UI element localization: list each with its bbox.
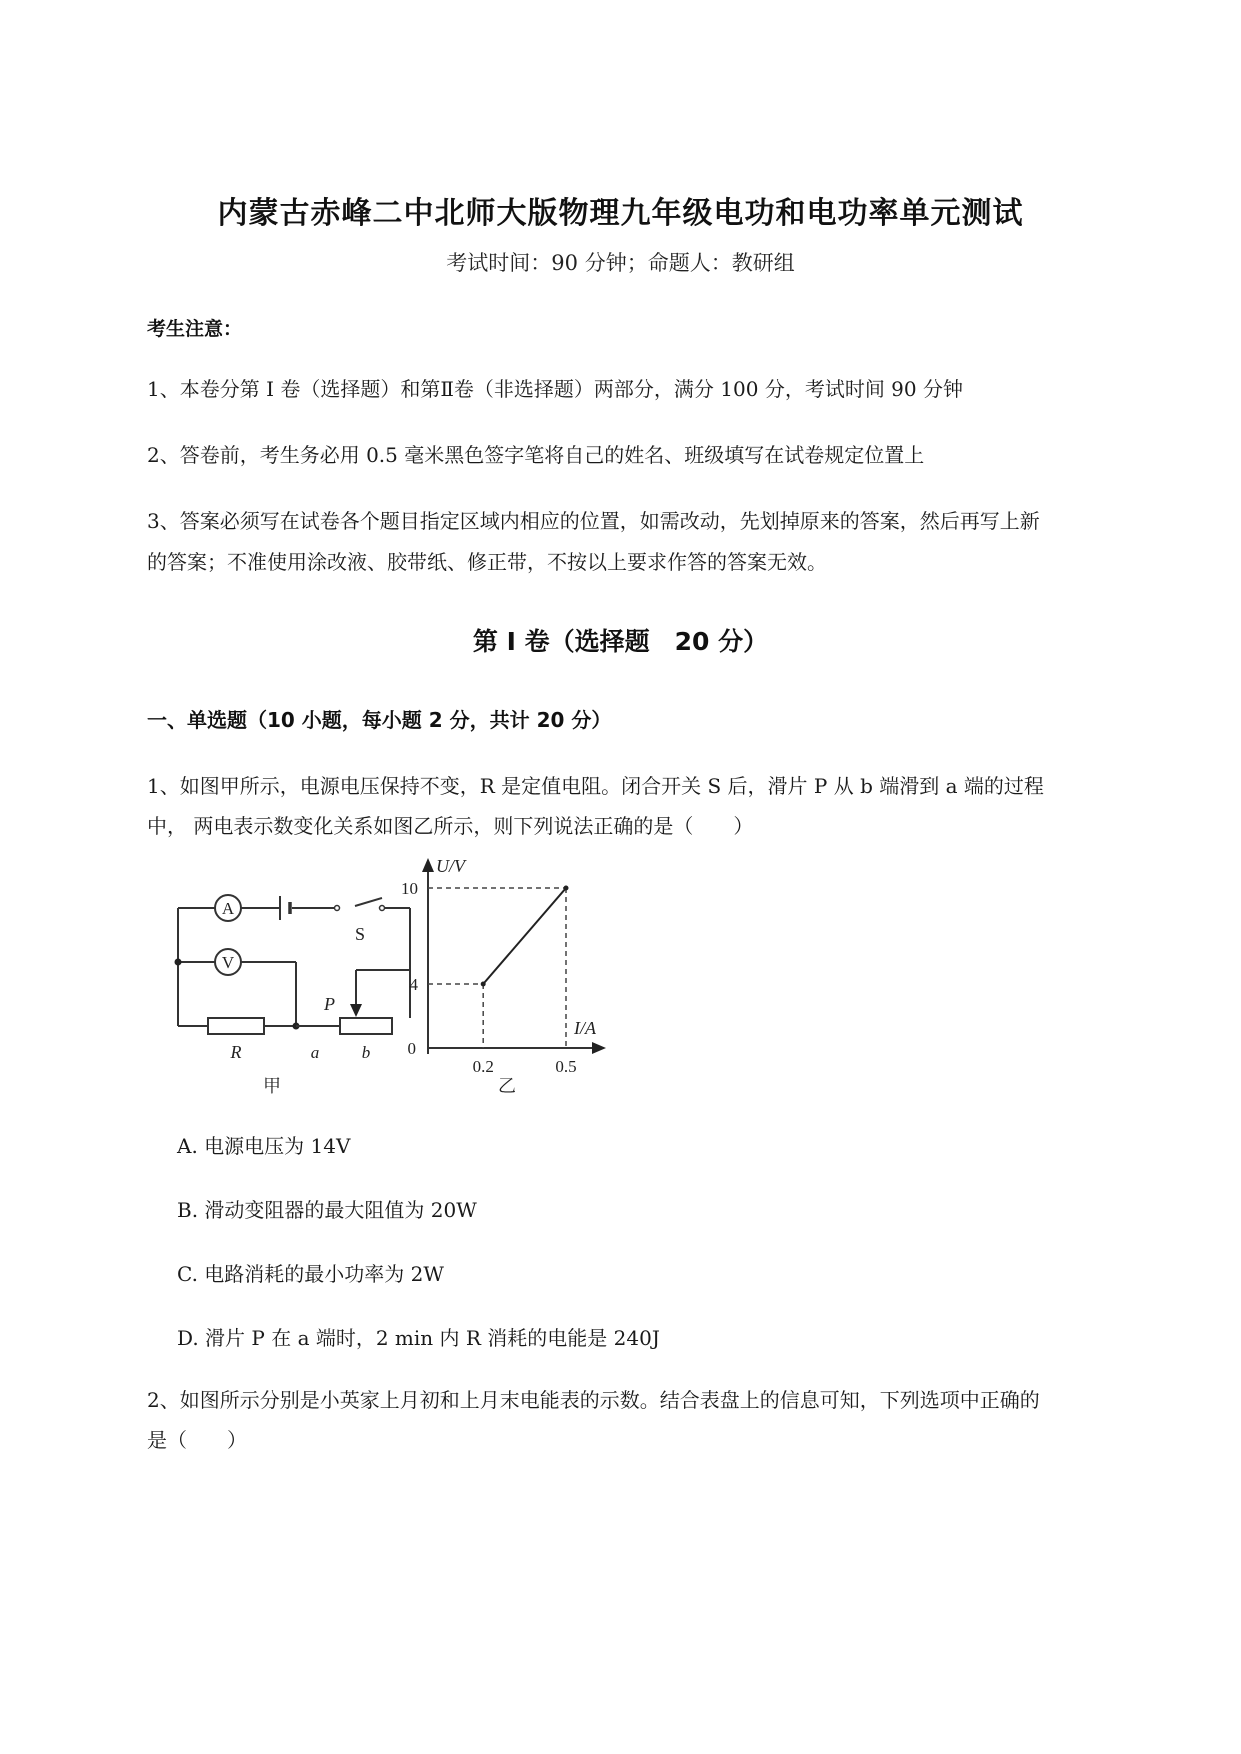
exam-title: 内蒙古赤峰二中北师大版物理九年级电功和电功率单元测试: [217, 196, 1024, 231]
question-1-line-2: 中， 两电表示数变化关系如图乙所示，则下列说法正确的是（ ）: [147, 814, 754, 838]
resistor-icon: [208, 1018, 264, 1034]
voltmeter-label: V: [221, 953, 235, 972]
exam-subtitle: 考试时间：90 分钟；命题人：教研组: [446, 251, 795, 275]
section-title: 第 I 卷（选择题 20 分）: [472, 627, 769, 656]
notice-item-2: 2、答卷前，考生务必用 0.5 毫米黑色签字笔将自己的姓名、班级填写在试卷规定位置上: [147, 443, 925, 467]
switch-label: S: [354, 924, 366, 944]
data-point: [564, 886, 569, 891]
switch-icon: [335, 906, 385, 911]
rheostat-icon: [340, 1018, 392, 1034]
notice-item-3-line-1: 3、答案必须写在试卷各个题目指定区域内相应的位置，如需改动，先划掉原来的答案，然后再写上新: [147, 509, 1040, 533]
x-axis-arrow-icon: [592, 1042, 606, 1054]
graph-caption: 乙: [498, 1076, 516, 1096]
end-b-label: b: [361, 1043, 371, 1062]
question-1-figure: [160, 858, 700, 1098]
battery-icon: [280, 896, 290, 920]
x-tick-label: 0.2: [472, 1057, 494, 1076]
option-d[interactable]: D. 滑片 P 在 a 端时，2 min 内 R 消耗的电能是 240J: [177, 1326, 660, 1350]
option-c[interactable]: C. 电路消耗的最小功率为 2W: [177, 1262, 444, 1286]
x-axis-label: I/A: [574, 1018, 596, 1038]
slider-label: P: [324, 994, 335, 1014]
y-tick-label: 4: [409, 975, 418, 994]
circuit-diagram: [178, 898, 410, 1026]
notice-heading: 考生注意：: [147, 318, 243, 340]
origin-label: 0: [407, 1039, 416, 1058]
data-point: [481, 982, 486, 987]
part-heading: 一、单选题（10 小题，每小题 2 分，共计 20 分）: [147, 708, 612, 732]
circuit-caption: 甲: [263, 1076, 281, 1096]
slider-arrow-icon: [350, 970, 410, 1017]
notice-item-1: 1、本卷分第 I 卷（选择题）和第Ⅱ卷（非选择题）两部分，满分 100 分，考试时间 90 分钟: [147, 377, 963, 401]
y-axis-label: U/V: [436, 858, 465, 876]
y-tick-label: 10: [401, 879, 418, 898]
junction-dot: [175, 959, 182, 966]
x-tick-label: 0.5: [555, 1057, 577, 1076]
option-b[interactable]: B. 滑动变阻器的最大阻值为 20W: [177, 1198, 477, 1222]
end-a-label: a: [310, 1043, 320, 1062]
data-line: [483, 888, 566, 984]
ammeter-label: A: [221, 899, 235, 918]
question-2-line-2: 是（ ）: [147, 1428, 247, 1452]
u-i-graph: [401, 858, 606, 1096]
question-2-line-1: 2、如图所示分别是小英家上月初和上月末电能表的示数。结合表盘上的信息可知，下列选项中正确的: [147, 1388, 1040, 1412]
question-1-line-1: 1、如图甲所示，电源电压保持不变，R 是定值电阻。闭合开关 S 后，滑片 P 从 b 端滑到 a 端的过程: [147, 774, 1044, 798]
option-a[interactable]: A. 电源电压为 14V: [177, 1134, 351, 1158]
y-axis-arrow-icon: [422, 858, 434, 872]
resistor-label: R: [230, 1042, 242, 1062]
notice-item-3-line-2: 的答案；不准使用涂改液、胶带纸、修正带，不按以上要求作答的答案无效。: [147, 550, 827, 574]
